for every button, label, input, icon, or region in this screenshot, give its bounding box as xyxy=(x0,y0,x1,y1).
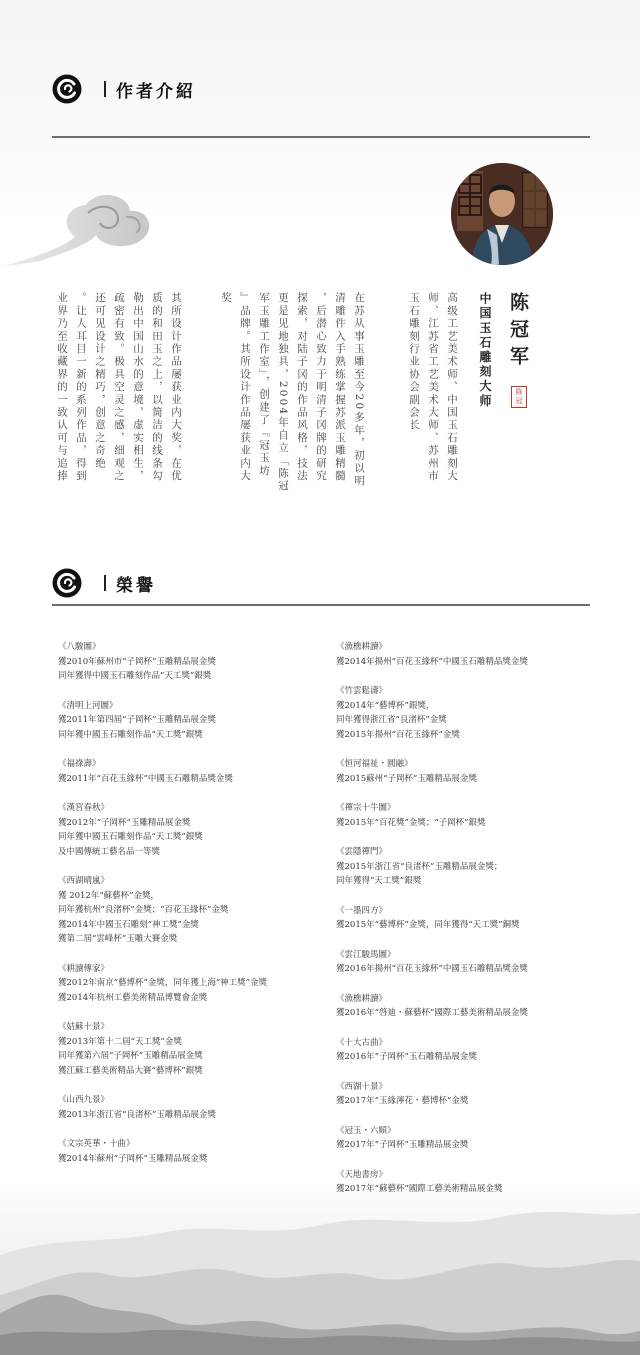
author-portrait xyxy=(451,163,553,265)
author-rank: 中国玉石雕刻大师 xyxy=(478,292,492,409)
award-detail-line: 同年獲得浙江省“良渚杯”金獎 xyxy=(336,715,447,725)
award-detail-line: 獲2010年蘇州市“子岡杯”玉雕精品展金獎 xyxy=(58,656,216,667)
bio-line: ，后潜心致力于明清子冈牌的研究 xyxy=(315,292,327,483)
bio-line: 清雕件入手熟练掌握苏派玉雕精髓 xyxy=(334,292,346,483)
award-detail-line: 獲第二屆“雲峰杯”玉雕大賽金獎 xyxy=(58,934,178,944)
awards-left-column xyxy=(58,640,328,1181)
award-detail-line: 獲2011年“百花玉緣杯”中國玉石雕精品獎金獎 xyxy=(58,773,233,784)
honors-section-title: 榮譽 xyxy=(116,575,156,596)
award-work-title: 《西湖十景》 xyxy=(336,1081,388,1092)
awards-right-column xyxy=(336,640,606,1212)
bio-line: 军玉雕工作室」，创建了『冠玉坊 xyxy=(258,292,270,478)
award-work-title: 《漁樵耕讀》 xyxy=(336,993,388,1004)
honors-section-rule xyxy=(52,604,590,606)
bio-line: 勒出中国山水的意境，虚实相生， xyxy=(132,292,144,483)
award-entry xyxy=(58,962,328,1006)
award-work-title: 《天地書房》 xyxy=(336,1169,388,1180)
award-entry xyxy=(336,757,606,786)
award-detail-line: 獲2011年第四屆“子岡杯”玉雕精品展金獎 xyxy=(58,715,216,725)
author-titles-line: 玉石雕刻行业协会副会长 xyxy=(408,292,420,432)
award-entry xyxy=(336,684,606,742)
award-detail-line: 獲2016年“子岡杯”玉石雕精品展金獎 xyxy=(336,1052,477,1062)
award-entry xyxy=(58,699,328,743)
award-work-title: 《福祿壽》 xyxy=(58,759,101,769)
award-work-title: 《文宗英華・十曲》 xyxy=(58,1139,135,1149)
award-entry xyxy=(336,948,606,977)
award-entry xyxy=(336,992,606,1021)
award-work-title: 《恒河福祉・圓融》 xyxy=(336,759,413,769)
award-detail-line: 同年獲中國玉石雕刻作品“天工獎”銀獎 xyxy=(58,729,203,740)
award-work-title: 《冠玉・六順》 xyxy=(336,1125,396,1136)
author-titles-line: 师、江苏省工艺美术大师、苏州市 xyxy=(427,292,439,483)
award-work-title: 《清明上河圖》 xyxy=(58,700,118,711)
award-detail-line: 獲2014年蘇州“子岡杯”玉雕精品展金獎 xyxy=(58,1153,208,1164)
award-detail-line: 獲 2012年“蘇藝杯”金獎， xyxy=(58,890,160,901)
award-entry xyxy=(58,801,328,859)
award-entry xyxy=(336,1080,606,1109)
author-name: 陈冠军 xyxy=(507,292,529,373)
award-detail-line: 獲2014年“藝博杯”銀獎， xyxy=(336,700,435,711)
bio-line: 疏密有致。极具空灵之感，细观之 xyxy=(113,292,125,483)
award-entry xyxy=(58,757,328,786)
award-detail-line: 獲2016年揚州“百花玉緣杯”中國玉石雕精品獎金獎 xyxy=(336,964,528,974)
award-detail-line: 獲2015年揚州“百花玉緣杯”金獎 xyxy=(336,729,460,740)
bio-line: 质的和田玉之上，以简洁的线条勾 xyxy=(151,292,163,483)
author-titles-line: 高级工艺美术师、中国玉石雕刻大 xyxy=(446,292,458,483)
award-detail-line: 獲2015年浙江省“良渚杯”玉雕精品展金獎； xyxy=(336,861,503,872)
award-work-title: 《山西九景》 xyxy=(58,1095,110,1105)
ink-mountains xyxy=(0,1195,640,1355)
award-detail-line: 同年獲得中國玉石雕刻作品“天工獎”銀獎 xyxy=(58,671,212,681)
brand-logo-icon xyxy=(52,74,82,104)
award-detail-line: 同年獲得“天工獎”銀獎 xyxy=(336,876,422,886)
award-detail-line: 獲2016年“啓迪・蘇藝杯”國際工藝美術精品展金獎 xyxy=(336,1008,528,1018)
award-detail-line: 獲2014年杭州工藝美術精品博覽會金獎 xyxy=(58,992,208,1003)
header-divider xyxy=(104,575,106,591)
bio-line: 更是见地独具，2004年自立「陈冠 xyxy=(277,292,289,493)
award-detail-line: 獲2012年南京“藝博杯”金獎，同年獲上海“神工獎”金獎 xyxy=(58,978,268,988)
award-entry xyxy=(58,874,328,947)
bio-line: 业界乃至收藏界的一致认可与追捧 xyxy=(56,292,68,483)
award-entry xyxy=(336,1124,606,1153)
award-detail-line: 獲江蘇工藝美術精品大賽“藝博杯”銀獎 xyxy=(58,1065,203,1076)
award-entry xyxy=(336,640,606,669)
award-work-title: 《禪宗十牛圖》 xyxy=(336,803,396,813)
brand-logo-icon xyxy=(52,568,82,598)
award-entry xyxy=(336,801,606,830)
award-detail-line: 獲2012年“子岡杯”玉雕精品展金獎 xyxy=(58,817,191,828)
award-entry xyxy=(58,1020,328,1078)
award-detail-line: 獲2017年“玉緣濘花・藝博杯”金獎 xyxy=(336,1096,469,1106)
award-detail-line: 獲2017年“子岡杯”玉雕精品展金獎 xyxy=(336,1140,469,1150)
award-detail-line: 獲2015年“百花獎”金獎；“子岡杯”銀獎 xyxy=(336,817,486,828)
bio-line: 』品牌。其所设计作品屡获业内大 xyxy=(239,292,251,483)
bio-line: 奖 xyxy=(220,292,232,305)
bio-line: 。让人耳目一新的系列作品，得到 xyxy=(75,292,87,483)
award-detail-line: 獲2013年浙江省“良渚杯”玉雕精品展金獎 xyxy=(58,1109,216,1120)
award-work-title: 《漢宮春秋》 xyxy=(58,803,110,813)
award-work-title: 《耕讀傳家》 xyxy=(58,963,110,974)
award-detail-line: 獲2014年揚州“百花玉緣杯”中國玉石雕精品獎金獎 xyxy=(336,656,528,667)
award-entry xyxy=(58,640,328,684)
author-seal: 陈 冠 xyxy=(511,386,527,408)
intro-section-rule xyxy=(52,136,590,138)
award-detail-line: 同年獲第六屆“子岡杯”玉雕精品展金獎 xyxy=(58,1051,203,1061)
award-detail-line: 獲2015蘇州“子岡杯”玉雕精品展金獎 xyxy=(336,773,477,784)
intro-section-title: 作者介紹 xyxy=(116,81,196,102)
award-work-title: 《漁樵耕讀》 xyxy=(336,642,388,652)
award-detail-line: 同年獲中國玉石雕刻作品“天工獎”銀獎 xyxy=(58,832,203,842)
award-work-title: 《姑蘇十景》 xyxy=(58,1022,110,1032)
honors-section-header xyxy=(52,568,156,598)
bio-line: 还可见设计之精巧，创意之奇绝 xyxy=(94,292,106,470)
award-entry xyxy=(58,1137,328,1166)
award-work-title: 《西湖晴嵐》 xyxy=(58,876,110,886)
award-work-title: 《雲隱禪門》 xyxy=(336,847,388,857)
award-detail-line: 獲2014年中國玉石雕刻“神工獎”金獎 xyxy=(58,919,199,930)
bio-line: 在苏从事玉雕至今20多年，初以明 xyxy=(353,292,365,488)
award-entry xyxy=(58,1093,328,1122)
award-work-title: 《八駿圖》 xyxy=(58,642,101,652)
award-work-title: 《雲江駿馬圖》 xyxy=(336,949,396,960)
bio-line: 探索，对陆子冈的作品风格，技法 xyxy=(296,292,308,483)
auspicious-cloud-icon xyxy=(0,185,170,275)
award-work-title: 《竹雲鬆濤》 xyxy=(336,686,388,696)
award-detail-line: 獲2013年第十二屆“天工獎”金獎 xyxy=(58,1036,182,1047)
award-entry xyxy=(336,1036,606,1065)
header-divider xyxy=(104,81,106,97)
award-entry xyxy=(336,1168,606,1197)
award-detail-line: 獲2015年“藝博杯”金獎，同年獲得“天工獎”銅獎 xyxy=(336,920,520,930)
award-detail-line: 及中國傳統工藝名品一等獎 xyxy=(58,846,161,857)
award-detail-line: 同年獲杭州“良渚杯”金獎；“百花玉緣杯”金獎 xyxy=(58,905,229,915)
award-entry xyxy=(336,845,606,889)
award-work-title: 《十大古曲》 xyxy=(336,1037,388,1048)
award-work-title: 《一墨四方》 xyxy=(336,905,388,916)
bio-line: 其所设计作品屡获业内大奖，在优 xyxy=(170,292,182,483)
intro-section-header xyxy=(52,74,196,104)
award-detail-line: 獲2017年“蘇藝杯”國際工藝美術精品展金獎 xyxy=(336,1184,503,1194)
award-entry xyxy=(336,904,606,933)
